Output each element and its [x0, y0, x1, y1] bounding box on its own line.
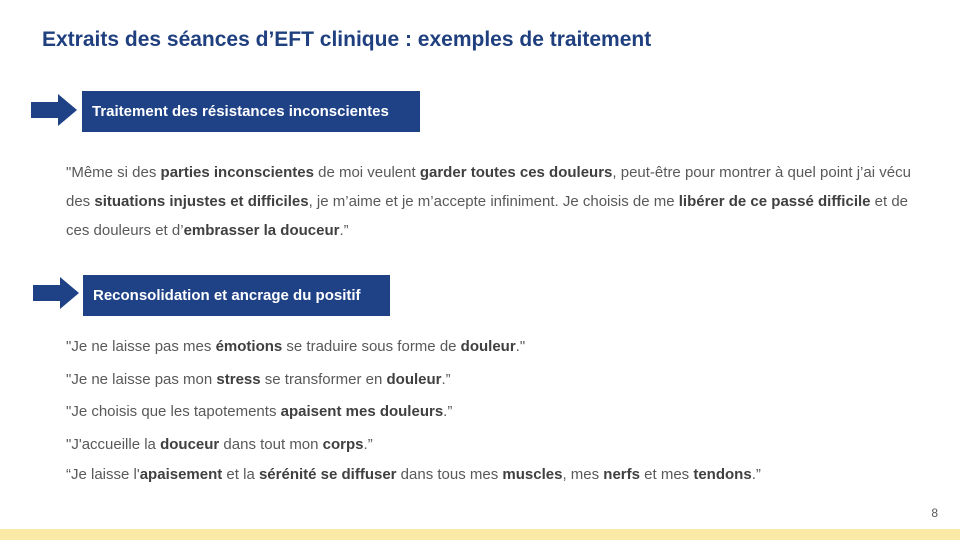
- text-run: et mes: [639, 466, 694, 483]
- emphasis-text: embrasser la douceur: [183, 222, 340, 239]
- section-heading-reconsolidation: [83, 275, 390, 316]
- text-run: se transformer en: [260, 371, 387, 388]
- text-run: .”: [443, 403, 453, 420]
- emphasis-text: douceur: [160, 436, 220, 453]
- affirmation-line: [66, 371, 451, 388]
- text-run: "Je choisis que les tapotements: [66, 403, 281, 420]
- text-run: "J'accueille la: [66, 436, 161, 453]
- section-heading-resistances: [82, 91, 420, 132]
- emphasis-text: douleur: [386, 371, 442, 388]
- section-heading-label: Reconsolidation et ancrage du positif: [93, 287, 361, 304]
- emphasis-text: corps: [322, 436, 364, 453]
- emphasis-text: libérer de ce passé difficile: [678, 193, 871, 210]
- section-heading-label: Traitement des résistances inconscientes: [92, 103, 389, 120]
- slide-title: Extraits des séances d’EFT clinique : exemples de traitement: [42, 28, 652, 51]
- emphasis-text: émotions: [215, 338, 283, 355]
- emphasis-text: apaisent mes douleurs: [280, 403, 444, 420]
- text-run: de moi veulent: [313, 164, 420, 181]
- text-run: .”: [751, 466, 761, 483]
- text-run: “Je laisse l': [66, 466, 140, 483]
- emphasis-text: tendons: [693, 466, 752, 483]
- emphasis-text: parties inconscientes: [160, 164, 314, 181]
- text-run: "Je ne laisse pas mes: [66, 338, 216, 355]
- emphasis-text: douleur: [460, 338, 516, 355]
- text-run: , peut-être pour montrer à quel point j’ai vécu des: [66, 164, 911, 210]
- text-run: .”: [363, 436, 373, 453]
- text-run: dans tous mes: [396, 466, 503, 483]
- affirmation-line: [66, 403, 452, 420]
- text-run: .”: [441, 371, 451, 388]
- text-run: dans tout mon: [219, 436, 323, 453]
- emphasis-text: stress: [216, 371, 261, 388]
- emphasis-text: apaisement: [139, 466, 223, 483]
- right-arrow-icon: [31, 94, 77, 126]
- text-run: "Même si des: [66, 164, 161, 181]
- text-run: , mes: [562, 466, 604, 483]
- footer-bar: [0, 529, 960, 540]
- emphasis-text: sérénité se diffuser: [258, 466, 397, 483]
- text-run: .": [515, 338, 526, 355]
- affirmation-line: [66, 436, 373, 453]
- text-run: "Je ne laisse pas mon: [66, 371, 217, 388]
- affirmation-line: [66, 338, 525, 355]
- page-number: 8: [931, 506, 938, 520]
- emphasis-text: garder toutes ces douleurs: [419, 164, 613, 181]
- emphasis-text: situations injustes et difficiles: [94, 193, 309, 210]
- quote-paragraph: [66, 158, 916, 245]
- text-run: et la: [222, 466, 259, 483]
- text-run: .”: [339, 222, 349, 239]
- text-run: , je m’aime et je m’accepte infiniment. Je choisis de me: [308, 193, 679, 210]
- text-run: se traduire sous forme de: [282, 338, 461, 355]
- emphasis-text: nerfs: [603, 466, 640, 483]
- affirmation-line: [66, 466, 761, 483]
- text-run: et de ces douleurs et d’: [66, 193, 909, 239]
- right-arrow-icon: [33, 277, 79, 309]
- emphasis-text: muscles: [502, 466, 563, 483]
